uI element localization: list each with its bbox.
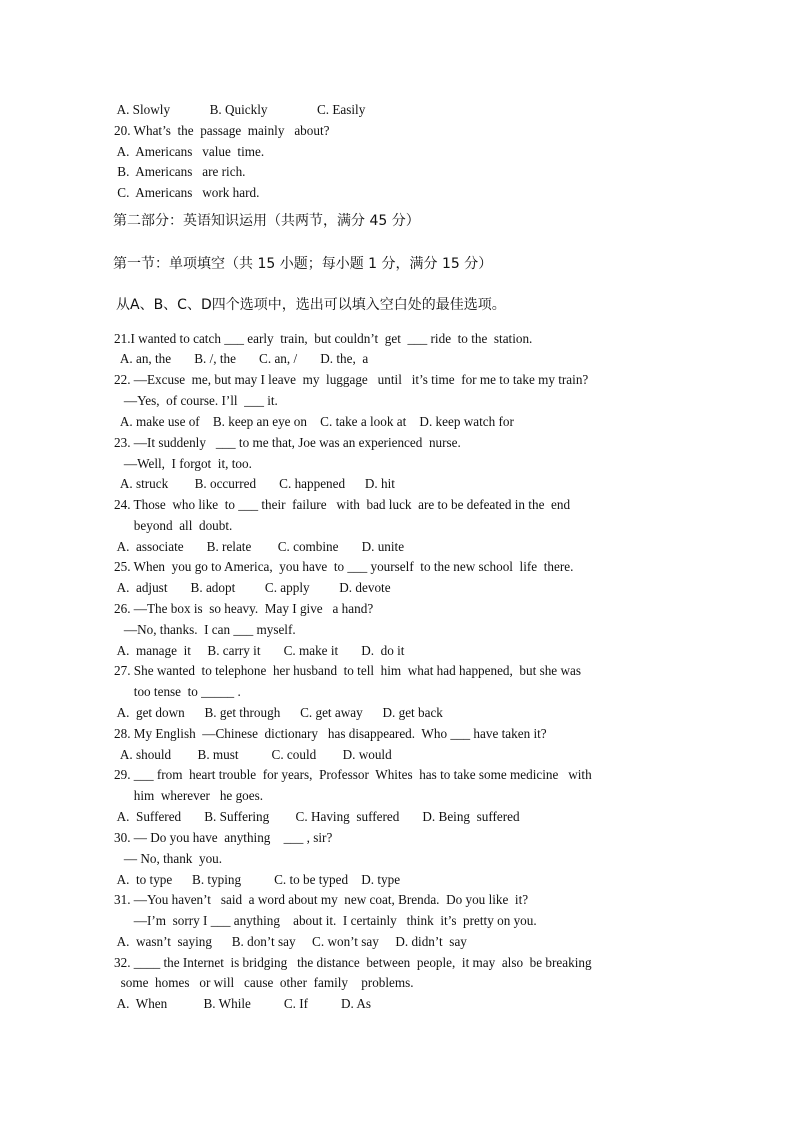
q31-question: 31. —You haven’t said a word about my new coat, Brenda. Do you like it?: [114, 892, 529, 907]
q26-question: 26. —The box is so heavy. May I give a hand?: [114, 601, 374, 616]
q27-options: A. get down B. get through C. get away D. get back: [114, 705, 443, 720]
q24-options: A. associate B. relate C. combine D. unite: [114, 539, 405, 554]
q28-options: A. should B. must C. could D. would: [114, 747, 392, 762]
q23-question: 23. —It suddenly ___ to me that, Joe was an experienced nurse.: [114, 435, 461, 450]
q21-options: A. an, the B. /, the C. an, / D. the, a: [114, 351, 369, 366]
q19-options: A. Slowly B. Quickly C. Easily: [114, 102, 366, 117]
q20-option-c: C. Americans work hard.: [114, 185, 260, 200]
q22-question: 22. —Excuse me, but may I leave my luggage until it’s time for me to take my train?: [114, 372, 589, 387]
q24-question-cont: beyond all doubt.: [114, 518, 233, 533]
q24-question: 24. Those who like to ___ their failure with bad luck are to be defeated in the end: [114, 497, 571, 512]
q20-option-b: B. Americans are rich.: [114, 164, 246, 179]
q21-question: 21.I wanted to catch ___ early train, but couldn’t get ___ ride to the station.: [114, 331, 533, 346]
q32-question-cont: some homes or will cause other family problems.: [114, 975, 414, 990]
q31-question-cont: —I’m sorry I ___ anything about it. I certainly think it’s pretty on you.: [114, 913, 537, 928]
q30-options: A. to type B. typing C. to be typed D. type: [114, 872, 401, 887]
section-one-heading: 第一节：单项填空（共 15 小题；每小题 1 分，满分 15 分）: [113, 256, 493, 272]
q20-question: 20. What’s the passage mainly about?: [114, 123, 330, 138]
q29-question: 29. ___ from heart trouble for years, Professor Whites has to take some medicine with: [114, 767, 592, 782]
q23-question-cont: —Well, I forgot it, too.: [114, 456, 252, 471]
q29-question-cont: him wherever he goes.: [114, 788, 264, 803]
part-two-heading: 第二部分：英语知识运用（共两节，满分 45 分）: [113, 213, 420, 229]
q26-options: A. manage it B. carry it C. make it D. do it: [114, 643, 405, 658]
q30-question: 30. — Do you have anything ___ , sir?: [114, 830, 333, 845]
q32-question: 32. ____ the Internet is bridging the distance between people, it may also be breaking: [114, 955, 592, 970]
q30-question-cont: — No, thank you.: [114, 851, 223, 866]
q23-options: A. struck B. occurred C. happened D. hit: [114, 476, 395, 491]
q25-options: A. adjust B. adopt C. apply D. devote: [114, 580, 391, 595]
q22-question-cont: —Yes, of course. I’ll ___ it.: [114, 393, 278, 408]
q31-options: A. wasn’t saying B. don’t say C. won’t say D. didn’t say: [114, 934, 467, 949]
q26-question-cont: —No, thanks. I can ___ myself.: [114, 622, 296, 637]
q32-options: A. When B. While C. If D. As: [114, 996, 372, 1011]
q25-question: 25. When you go to America, you have to ___ yourself to the new school life there.: [114, 559, 574, 574]
section-instructions: 从A、B、C、D四个选项中，选出可以填入空白处的最佳选项。: [116, 297, 506, 313]
q20-option-a: A. Americans value time.: [114, 144, 265, 159]
q29-options: A. Suffered B. Suffering C. Having suffered D. Being suffered: [114, 809, 520, 824]
q22-options: A. make use of B. keep an eye on C. take a look at D. keep watch for: [114, 414, 514, 429]
q27-question-cont: too tense to _____ .: [114, 684, 241, 699]
q28-question: 28. My English —Chinese dictionary has disappeared. Who ___ have taken it?: [114, 726, 547, 741]
q27-question: 27. She wanted to telephone her husband to tell him what had happened, but she was: [114, 663, 581, 678]
